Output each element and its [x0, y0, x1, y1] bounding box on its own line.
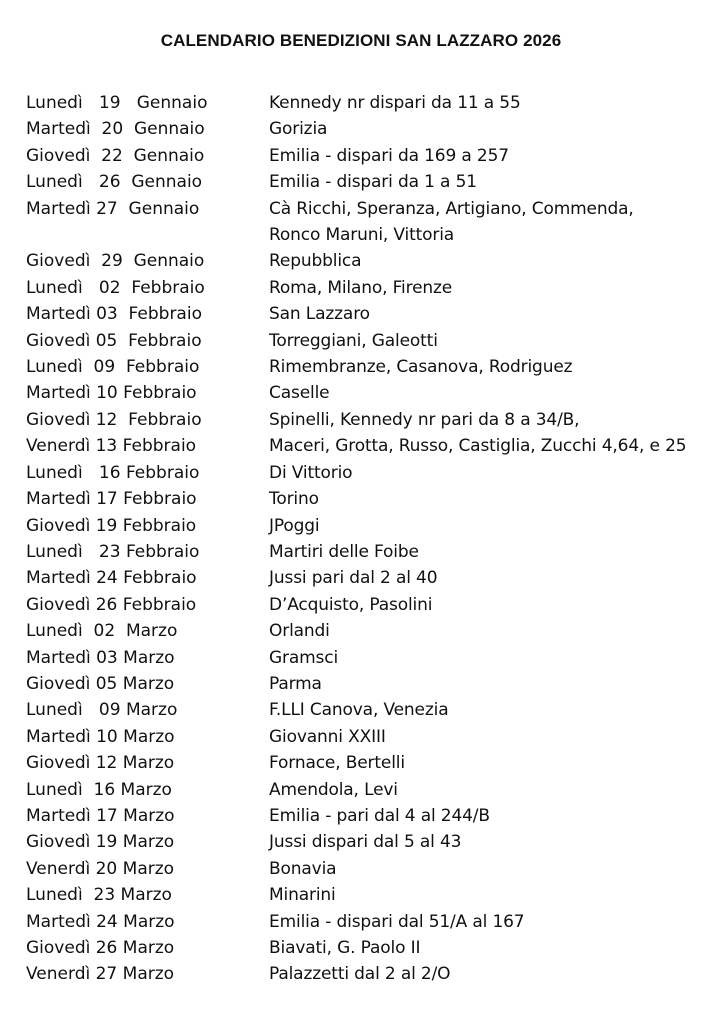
schedule-streets: San Lazzaro — [269, 304, 370, 325]
schedule-row — [26, 565, 716, 591]
schedule-date: Lunedì 16 Marzo — [26, 779, 172, 800]
schedule-date: Martedì 17 Febbraio — [26, 489, 197, 510]
schedule-streets: Gorizia — [269, 119, 328, 140]
schedule-streets: Minarini — [269, 885, 336, 906]
schedule-date: Lunedì 02 Marzo — [26, 621, 178, 642]
schedule-streets: Rimembranze, Casanova, Rodriguez — [269, 357, 573, 378]
schedule-row — [26, 90, 716, 116]
schedule-date: Lunedì 16 Febbraio — [26, 462, 200, 483]
schedule-streets: Fornace, Bertelli — [269, 753, 405, 774]
document-title: CALENDARIO BENEDIZIONI SAN LAZZARO 2026 — [160, 31, 562, 50]
schedule-date: Lunedì 26 Gennaio — [26, 172, 203, 193]
schedule-date: Martedì 24 Marzo — [26, 911, 175, 932]
schedule-date: Martedì 20 Gennaio — [26, 119, 205, 140]
schedule-row — [26, 380, 716, 406]
schedule-streets: Spinelli, Kennedy nr pari da 8 a 34/B, — [269, 409, 580, 430]
schedule-streets: Kennedy nr dispari da 11 a 55 — [269, 93, 521, 113]
schedule-date: Martedì 03 Febbraio — [26, 304, 202, 325]
schedule-row — [26, 882, 716, 908]
schedule-date: Martedì 27 Gennaio — [26, 198, 200, 219]
schedule-row — [26, 618, 716, 644]
schedule-row — [26, 671, 716, 697]
schedule-date: Giovedì 29 Gennaio — [26, 251, 205, 272]
schedule-date: Venerdì 27 Marzo — [26, 964, 175, 985]
schedule-row — [26, 169, 716, 195]
schedule-streets: Palazzetti dal 2 al 2/O — [269, 964, 451, 985]
schedule-streets: Gramsci — [269, 647, 339, 668]
schedule-streets: Emilia - pari dal 4 al 244/B — [269, 805, 490, 826]
schedule-streets: Amendola, Levi — [269, 779, 398, 800]
schedule-streets: JPoggi — [269, 515, 320, 536]
schedule-date: Giovedì 26 Febbraio — [26, 594, 197, 615]
schedule-date: Giovedì 05 Febbraio — [26, 330, 202, 351]
schedule-date: Lunedì 19 Gennaio — [26, 93, 208, 113]
schedule-streets: Cà Ricchi, Speranza, Artigiano, Commenda, Ronco Maruni, Vittoria — [269, 198, 634, 246]
schedule-row — [26, 513, 716, 539]
schedule-row — [26, 829, 716, 855]
schedule-streets: Repubblica — [269, 251, 362, 272]
schedule-row — [26, 354, 716, 380]
schedule-row — [26, 724, 716, 750]
schedule-date: Venerdì 13 Febbraio — [26, 436, 197, 457]
schedule-streets: Roma, Milano, Firenze — [269, 277, 453, 298]
schedule-date: Martedì 24 Febbraio — [26, 568, 197, 589]
schedule-date: Giovedì 05 Marzo — [26, 673, 175, 694]
schedule-streets: Torreggiani, Galeotti — [269, 330, 438, 351]
schedule-date: Martedì 17 Marzo — [26, 805, 175, 826]
schedule-streets: Parma — [269, 673, 322, 694]
schedule-row — [26, 961, 716, 987]
schedule-streets: Caselle — [269, 383, 330, 404]
schedule-streets: D’Acquisto, Pasolini — [269, 594, 433, 615]
schedule-list — [26, 90, 716, 988]
schedule-row — [26, 935, 716, 961]
schedule-date: Giovedì 19 Marzo — [26, 832, 175, 853]
schedule-streets: Martiri delle Foibe — [269, 541, 419, 562]
schedule-row — [26, 196, 716, 249]
schedule-row — [26, 645, 716, 671]
schedule-row — [26, 116, 716, 142]
schedule-streets: Orlandi — [269, 621, 330, 642]
schedule-date: Giovedì 19 Febbraio — [26, 515, 197, 536]
schedule-date: Giovedì 12 Marzo — [26, 753, 175, 774]
schedule-date: Lunedì 09 Marzo — [26, 700, 178, 721]
schedule-streets: Jussi pari dal 2 al 40 — [269, 568, 438, 589]
schedule-date: Lunedì 23 Febbraio — [26, 541, 200, 562]
schedule-row — [26, 777, 716, 803]
schedule-date: Martedì 10 Febbraio — [26, 383, 197, 404]
schedule-streets: Emilia - dispari da 1 a 51 — [269, 172, 477, 193]
schedule-row — [26, 750, 716, 776]
schedule-streets: F.LLI Canova, Venezia — [269, 700, 449, 721]
schedule-date: Martedì 10 Marzo — [26, 726, 175, 747]
schedule-row — [26, 486, 716, 512]
schedule-row — [26, 407, 716, 433]
schedule-row — [26, 301, 716, 327]
schedule-row — [26, 856, 716, 882]
schedule-date: Martedì 03 Marzo — [26, 647, 175, 668]
schedule-streets: Emilia - dispari da 169 a 257 — [269, 145, 509, 166]
schedule-streets: Maceri, Grotta, Russo, Castiglia, Zucchi 4,64, e 25 — [269, 436, 687, 457]
schedule-date: Venerdì 20 Marzo — [26, 858, 175, 879]
schedule-row — [26, 275, 716, 301]
schedule-streets: Bonavia — [269, 858, 337, 879]
schedule-date: Lunedì 02 Febbraio — [26, 277, 205, 298]
schedule-row — [26, 697, 716, 723]
schedule-date: Giovedì 22 Gennaio — [26, 145, 205, 166]
schedule-row — [26, 248, 716, 274]
schedule-row — [26, 539, 716, 565]
schedule-date: Giovedì 26 Marzo — [26, 938, 175, 958]
schedule-row — [26, 433, 716, 459]
schedule-streets: Torino — [269, 489, 319, 510]
schedule-streets: Emilia - dispari dal 51/A al 167 — [269, 911, 525, 932]
schedule-streets: Biavati, G. Paolo II — [269, 938, 421, 958]
schedule-row — [26, 909, 716, 935]
schedule-row — [26, 143, 716, 169]
schedule-row — [26, 328, 716, 354]
schedule-row — [26, 460, 716, 486]
schedule-streets: Jussi dispari dal 5 al 43 — [269, 832, 462, 853]
schedule-date: Lunedì 09 Febbraio — [26, 357, 200, 378]
schedule-date: Giovedì 12 Febbraio — [26, 409, 202, 430]
schedule-date: Lunedì 23 Marzo — [26, 885, 172, 906]
schedule-row — [26, 592, 716, 618]
schedule-row — [26, 803, 716, 829]
schedule-streets: Di Vittorio — [269, 462, 353, 483]
schedule-streets: Giovanni XXIII — [269, 726, 386, 747]
